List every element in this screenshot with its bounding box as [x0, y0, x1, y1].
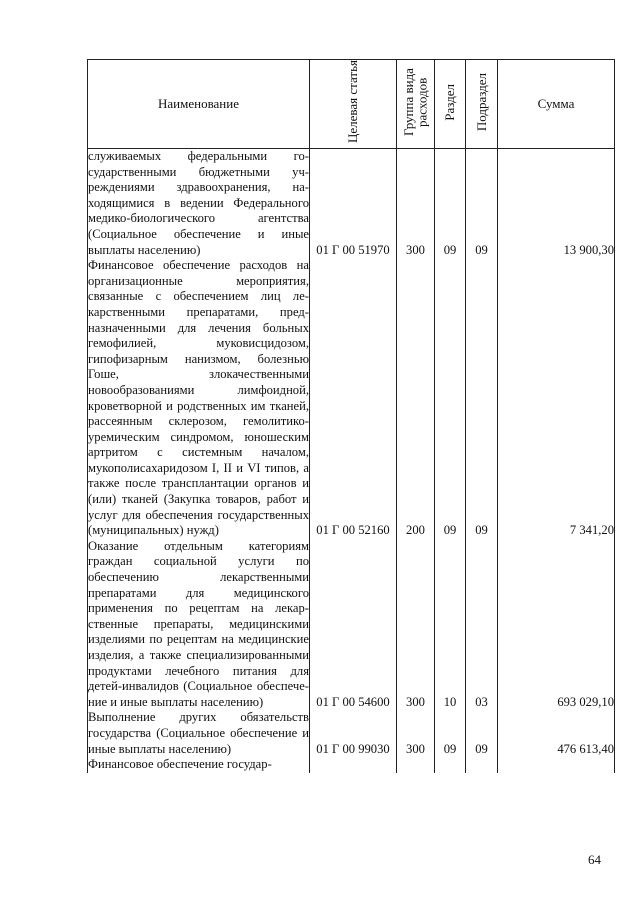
table-row — [88, 258, 615, 539]
row-name: Финансовое обеспечение расходов на организационные мероприятия, связанные с обеспечением лиц лекарственными препаратами, предназначенными для лечения больных гемофилией, муковисцидозом, гипофизарным нанизмом, болезнью Гоше, злокачественными новообразованиями лимфоидной, кроветворной и родственных им тканей, рассеянным склерозом, гемолитико-уремическим синдромом, юношеским артритом с системным началом, мукополисахаридозом I, II и VI типов, а также после трансплантации органов и (или) тканей (Закупка товаров, работ и услуг для обеспечения государственных (муниципальных) нужд) — [88, 258, 309, 538]
header-amount: Сумма — [498, 60, 615, 149]
table-row — [88, 149, 615, 259]
row-subsection: 09 — [466, 258, 498, 539]
row-subsection: 09 — [466, 710, 498, 757]
row-target: 01 Г 00 51970 — [310, 149, 397, 259]
row-target: 01 Г 00 99030 — [310, 710, 397, 757]
row-name: Оказание отдельным категориям граждан социальной услуги по обеспечению лекарственными препаратами для медицинского применения по рецептам на лекарственные препараты, медицинскими изделиями по рецептам на медицинские изделия, а также специализированными продуктами лечебного питания для детей-инвалидов (Социальное обеспечение и иные выплаты населению) — [88, 538, 309, 709]
row-name: Выполнение других обязательств государства (Социальное обеспечение и иные выплаты населению) — [88, 710, 309, 756]
row-subsection: 03 — [466, 539, 498, 711]
row-expense-group: 200 — [397, 258, 435, 539]
budget-table — [87, 59, 615, 773]
header-name: Наименование — [88, 60, 310, 149]
row-subsection — [466, 757, 498, 773]
row-amount: 7 341,20 — [498, 258, 615, 539]
row-target: 01 Г 00 52160 — [310, 258, 397, 539]
row-section: 09 — [435, 710, 466, 757]
header-subsection: Подраздел — [466, 60, 498, 149]
row-section: 09 — [435, 149, 466, 259]
table-row — [88, 757, 615, 773]
row-name: Финансовое обеспечение государ- — [88, 757, 310, 773]
row-expense-group — [397, 757, 435, 773]
row-amount — [498, 757, 615, 773]
row-section: 09 — [435, 258, 466, 539]
header-expense-group: Группа вида расходов — [397, 60, 435, 149]
header-section: Раздел — [435, 60, 466, 149]
header-target: Целевая статья — [310, 60, 397, 149]
row-section — [435, 757, 466, 773]
row-target — [310, 757, 397, 773]
table-header-row — [88, 60, 615, 149]
row-amount: 476 613,40 — [498, 710, 615, 757]
row-expense-group: 300 — [397, 539, 435, 711]
row-amount: 13 900,30 — [498, 149, 615, 259]
page-number: 64 — [588, 852, 601, 867]
table-row — [88, 710, 615, 757]
row-amount: 693 029,10 — [498, 539, 615, 711]
row-expense-group: 300 — [397, 710, 435, 757]
row-target: 01 Г 00 54600 — [310, 539, 397, 711]
table-row — [88, 539, 615, 711]
row-subsection: 09 — [466, 149, 498, 259]
row-section: 10 — [435, 539, 466, 711]
row-name: служиваемых федеральными государственными бюджетными учреждениями здравоохранения, находящимися в ведении Федерального медико-биологического агентства (Социальное обеспечение и иные выплаты населению) — [88, 149, 309, 257]
row-expense-group: 300 — [397, 149, 435, 259]
